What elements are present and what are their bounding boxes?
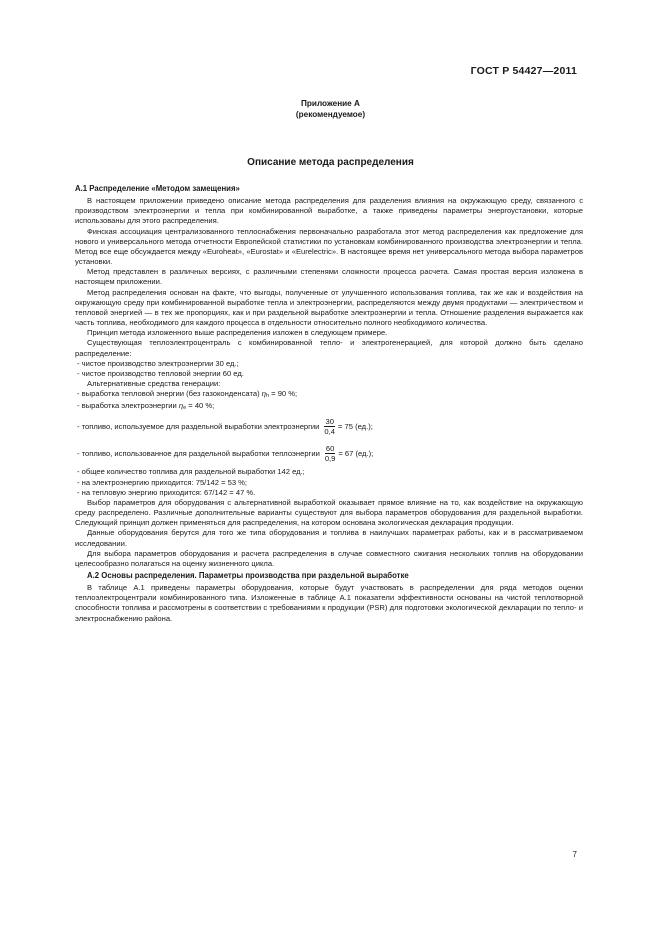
paragraph: В таблице А.1 приведены параметры оборудования, которые будут участвовать в распределении для ряда методов оценки теплоэлектроцентрали комбинированного типа. Изложенные в таблице А.1 показатели эффективности основаны на чистой теплотворной способности топлива и рассмотрены в соответствии с требованиями к продукции (PSR) для подготовки экологической декларации по тепло- и электроснабжению района.: [75, 583, 583, 623]
list-item: - на электроэнергию приходится: 75/142 = 53 %;: [77, 477, 248, 487]
efficiency-value: = 90 %;: [271, 389, 298, 399]
subsection-heading-a1: А.1 Распределение «Методом замещения»: [75, 184, 240, 193]
efficiency-symbol: η: [178, 401, 184, 411]
paragraph: Финская ассоциация централизованного теплоснабжения первоначально разработала этот метод распределения как предложение для нового и универсального метода отчетности Европейской статистики по установкам комбинированного производства электроэнергии и тепла. Метод все еще обсуждается между «Euroheat», «Eurostat» и «Eurelectric». В настоящее время нет универсального метода выбора параметров установки.: [75, 226, 583, 267]
paragraph: Метод представлен в различных версиях, с различными степенями сложности процесса расчета. Самая простая версия изложена в настоящем приложении.: [75, 267, 583, 287]
annex-status: (рекомендуемое): [295, 110, 366, 119]
list-item: - чистое производство электроэнергии 30 ед.;: [77, 358, 239, 368]
annex-title: Приложение А: [301, 99, 360, 108]
section-title: Описание метода распределения: [247, 157, 414, 168]
list-item-text: - выработка тепловой энергии (без газоконденсата): [77, 389, 260, 399]
formula-text: - топливо, использованное для раздельной выработки теплоэнергии: [77, 448, 320, 458]
body-text: [75, 184, 583, 624]
formula-result: = 67 (ед.);: [338, 448, 374, 458]
fraction-numerator: 30: [325, 417, 334, 427]
list-item: - общее количество топлива для раздельной выработки 142 ед.;: [77, 467, 305, 477]
list-item: [75, 401, 583, 413]
fraction: [324, 444, 337, 463]
efficiency-subscript: h: [265, 393, 270, 400]
paragraph: Альтернативные средства генерации:: [87, 378, 221, 388]
paragraph: Принцип метода изложенного выше распределения изложен в следующем примере.: [87, 328, 388, 338]
fraction: [323, 417, 336, 436]
paragraph: Данные оборудования берутся для того же типа оборудования и топлива в наилучших параметрах работы, как и в рассматриваемом исследовании.: [75, 528, 583, 548]
fraction-denominator: 0,4: [324, 427, 335, 437]
list-item: [75, 389, 583, 401]
annex-heading: [0, 98, 661, 120]
paragraph: Существующая теплоэлектроцентраль с комбинированной тепло- и электрогенерацией, для которой должно быть сделано распределение:: [75, 338, 583, 358]
standard-number: ГОСТ Р 54427—2011: [470, 65, 577, 77]
formula-text: - топливо, используемое для раздельной выработки электроэнергии: [77, 421, 320, 431]
paragraph: Для выбора параметров оборудования и расчета распределения в случае совместного сжигания нескольких топлив на оборудовании целесообразно полагаться на оценку жизненного цикла.: [75, 548, 583, 568]
efficiency-symbol: η: [261, 389, 266, 399]
fraction-denominator: 0,9: [324, 454, 336, 464]
efficiency-value: = 40 %;: [188, 401, 215, 411]
fraction-numerator: 60: [325, 444, 335, 454]
list-item: - чистое производство тепловой энергии 60 ед.: [77, 368, 244, 378]
page-number: 7: [572, 850, 577, 859]
efficiency-subscript: e: [183, 405, 187, 412]
formula-row: [75, 413, 583, 440]
formula-result: = 75 (ед.);: [337, 421, 373, 431]
list-item-text: - выработка электроэнергии: [77, 401, 177, 411]
paragraph: В настоящем приложении приведено описание метода распределения для разделения влияния на окружающую среду, связанного с производством электроэнергии и тепла при комбинированной выработке, а также приведены параметры энергоустановки, которые использованы для этого распределения.: [75, 196, 583, 226]
list-item: - на тепловую энергию приходится: 67/142 = 47 %.: [77, 487, 256, 497]
subsection-heading-a2: А.2 Основы распределения. Параметры производства при раздельной выработке: [87, 571, 409, 580]
paragraph: Метод распределения основан на факте, что выгоды, полученные от улучшенного использования топлива, так же как и воздействия на окружающую среду при комбинированной выработке тепла и электроэнергии, распределяются между двумя продуктами — электричеством и тепловой энергией — в тех же пропорциях, как и при раздельной выработке электроэнергии и тепла. Отношение разделения выражается как часть топлива, необходимого для каждого процесса в отдельности относительно полного необходимого количества.: [75, 287, 583, 328]
paragraph: Выбор параметров для оборудования с альтернативной выработкой оказывает прямое влияние на то, как воздействие на окружающую среду распределено. Различные дополнительные варианты существуют для выбора параметров оборудования для раздельной выработки. Следующий принцип должен применяться для распределения, на котором основана экологическая декларация продукции.: [75, 497, 583, 528]
formula-row: [75, 440, 583, 467]
